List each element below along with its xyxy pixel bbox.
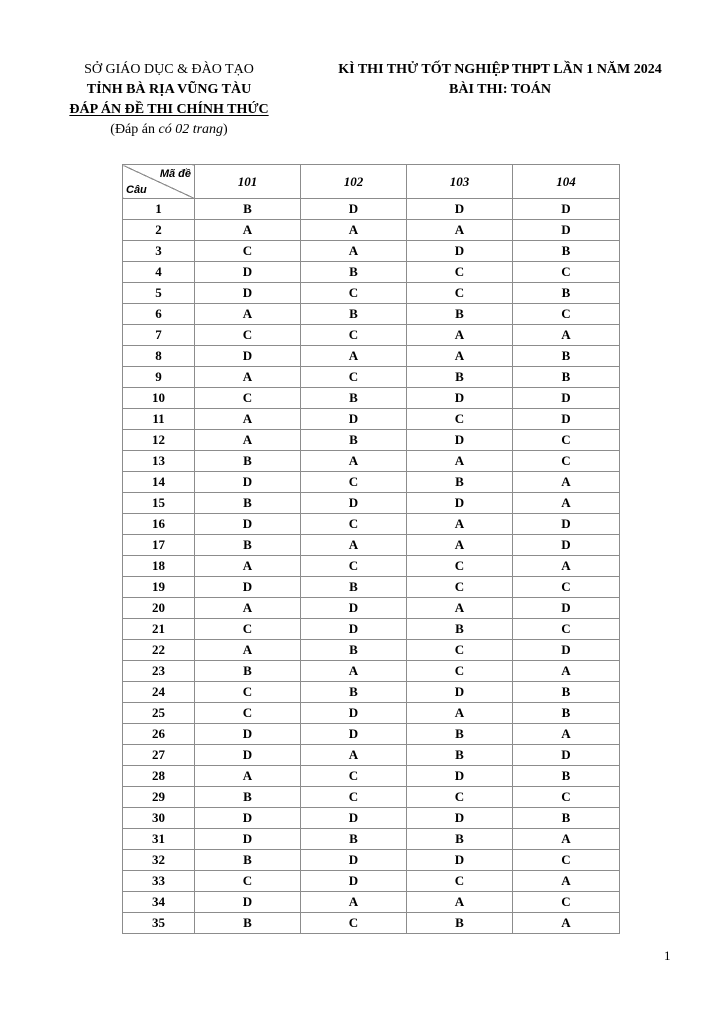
answer-cell: A	[301, 451, 407, 472]
answer-cell: D	[195, 346, 301, 367]
question-number-cell: 7	[123, 325, 195, 346]
answer-cell: D	[195, 829, 301, 850]
exam-code-header: 102	[301, 165, 407, 199]
question-number-cell: 30	[123, 808, 195, 829]
question-number-cell: 21	[123, 619, 195, 640]
answer-cell: D	[301, 598, 407, 619]
answer-cell: C	[407, 556, 513, 577]
answer-cell: D	[195, 514, 301, 535]
answer-cell: C	[301, 556, 407, 577]
note-close: )	[223, 122, 228, 137]
answer-cell: D	[195, 262, 301, 283]
answer-cell: C	[407, 640, 513, 661]
answer-cell: A	[301, 346, 407, 367]
answer-key-table	[122, 164, 620, 934]
answer-cell: A	[513, 913, 620, 934]
exam-code-label: Mã đề	[159, 168, 191, 180]
answer-cell: A	[407, 535, 513, 556]
answer-cell: B	[513, 808, 620, 829]
question-number-cell: 14	[123, 472, 195, 493]
answer-cell: B	[513, 283, 620, 304]
answer-cell: C	[513, 787, 620, 808]
answer-cell: C	[301, 787, 407, 808]
answer-cell: A	[407, 892, 513, 913]
answer-cell: B	[301, 262, 407, 283]
answer-cell: B	[301, 577, 407, 598]
answer-cell: D	[513, 535, 620, 556]
answer-cell: B	[407, 829, 513, 850]
table-row	[123, 913, 620, 934]
question-number-cell: 10	[123, 388, 195, 409]
answer-cell: C	[195, 703, 301, 724]
answer-cell: A	[195, 430, 301, 451]
header-right	[300, 60, 700, 100]
table-row	[123, 724, 620, 745]
question-number-cell: 29	[123, 787, 195, 808]
answer-cell: D	[513, 220, 620, 241]
answer-cell: A	[407, 220, 513, 241]
answer-cell: D	[513, 640, 620, 661]
question-number-cell: 13	[123, 451, 195, 472]
answer-cell: A	[407, 598, 513, 619]
answer-cell: A	[407, 346, 513, 367]
note-open: (Đáp án	[110, 122, 159, 137]
question-number-cell: 26	[123, 724, 195, 745]
answer-cell: D	[301, 850, 407, 871]
answer-cell: A	[195, 598, 301, 619]
answer-cell: D	[195, 283, 301, 304]
answer-cell: A	[407, 703, 513, 724]
answer-cell: C	[513, 892, 620, 913]
official-answer-text: ĐÁP ÁN ĐỀ THI CHÍNH THỨC	[69, 102, 269, 117]
answer-cell: B	[513, 703, 620, 724]
answer-cell: D	[301, 703, 407, 724]
answer-cell: D	[407, 430, 513, 451]
answer-cell: D	[301, 409, 407, 430]
table-row	[123, 241, 620, 262]
answer-cell: D	[301, 808, 407, 829]
answer-cell: D	[301, 724, 407, 745]
answer-cell: C	[407, 409, 513, 430]
answer-cell: A	[513, 493, 620, 514]
table-row	[123, 703, 620, 724]
answer-cell: D	[513, 388, 620, 409]
table-row	[123, 745, 620, 766]
answer-cell: C	[301, 283, 407, 304]
question-number-cell: 33	[123, 871, 195, 892]
answer-cell: C	[195, 619, 301, 640]
table-row	[123, 787, 620, 808]
exam-title: KÌ THI THỬ TỐT NGHIỆP THPT LẦN 1 NĂM 2024	[338, 62, 662, 77]
answer-cell: C	[301, 766, 407, 787]
answer-cell: D	[195, 724, 301, 745]
answer-cell: B	[301, 388, 407, 409]
answer-cell: C	[195, 871, 301, 892]
answer-cell: C	[407, 787, 513, 808]
answer-cell: A	[407, 325, 513, 346]
answer-cell: C	[407, 661, 513, 682]
question-number-cell: 35	[123, 913, 195, 934]
table-row	[123, 472, 620, 493]
department-name: SỞ GIÁO DỤC & ĐÀO TẠO	[84, 62, 254, 77]
table-row	[123, 367, 620, 388]
answer-cell: A	[301, 892, 407, 913]
question-number-cell: 27	[123, 745, 195, 766]
answer-cell: C	[513, 451, 620, 472]
answer-cell: A	[195, 640, 301, 661]
question-number-cell: 3	[123, 241, 195, 262]
answer-cell: A	[195, 766, 301, 787]
answer-cell: D	[513, 199, 620, 220]
answer-cell: D	[301, 871, 407, 892]
answer-cell: C	[195, 682, 301, 703]
answer-cell: B	[301, 430, 407, 451]
answer-cell: A	[195, 556, 301, 577]
answer-cell: D	[195, 472, 301, 493]
answer-cell: D	[301, 493, 407, 514]
question-number-cell: 34	[123, 892, 195, 913]
answer-cell: C	[513, 619, 620, 640]
answer-cell: A	[513, 724, 620, 745]
answer-cell: B	[195, 850, 301, 871]
question-number-cell: 8	[123, 346, 195, 367]
answer-cell: B	[301, 829, 407, 850]
table-row	[123, 199, 620, 220]
answer-cell: A	[195, 367, 301, 388]
answer-cell: A	[301, 745, 407, 766]
table-row	[123, 346, 620, 367]
table-row	[123, 451, 620, 472]
question-number-cell: 22	[123, 640, 195, 661]
subject-title: BÀI THI: TOÁN	[449, 82, 551, 97]
answer-cell: B	[513, 367, 620, 388]
answer-cell: D	[513, 598, 620, 619]
answer-cell: A	[513, 829, 620, 850]
answer-cell: B	[195, 661, 301, 682]
answer-cell: B	[195, 493, 301, 514]
answer-cell: B	[513, 766, 620, 787]
answer-cell: B	[195, 913, 301, 934]
question-number-cell: 2	[123, 220, 195, 241]
answer-cell: C	[301, 514, 407, 535]
table-row	[123, 619, 620, 640]
question-number-cell: 12	[123, 430, 195, 451]
answer-cell: A	[195, 304, 301, 325]
answer-cell: B	[407, 367, 513, 388]
answer-cell: A	[301, 241, 407, 262]
answer-cell: D	[301, 619, 407, 640]
question-number-cell: 16	[123, 514, 195, 535]
answer-cell: D	[513, 745, 620, 766]
answer-cell: A	[195, 220, 301, 241]
answer-cell: C	[407, 262, 513, 283]
exam-code-header: 104	[513, 165, 620, 199]
answer-cell: D	[195, 808, 301, 829]
question-number-cell: 4	[123, 262, 195, 283]
answer-cell: B	[195, 199, 301, 220]
question-number-cell: 28	[123, 766, 195, 787]
table-row	[123, 304, 620, 325]
table-row	[123, 682, 620, 703]
answer-cell: B	[513, 346, 620, 367]
table-row	[123, 514, 620, 535]
answer-cell: D	[195, 577, 301, 598]
question-number-cell: 9	[123, 367, 195, 388]
answer-cell: A	[407, 514, 513, 535]
question-number-cell: 19	[123, 577, 195, 598]
answer-table-body	[123, 199, 620, 934]
answer-cell: D	[407, 199, 513, 220]
answer-cell: D	[407, 850, 513, 871]
answer-cell: D	[407, 388, 513, 409]
answer-cell: A	[407, 451, 513, 472]
table-row	[123, 598, 620, 619]
answer-cell: A	[195, 409, 301, 430]
answer-cell: B	[407, 304, 513, 325]
question-label: Câu	[126, 184, 147, 196]
answer-cell: B	[195, 535, 301, 556]
table-row	[123, 388, 620, 409]
question-number-cell: 6	[123, 304, 195, 325]
table-row	[123, 892, 620, 913]
answer-cell: C	[513, 430, 620, 451]
table-row	[123, 829, 620, 850]
table-header-row	[123, 165, 620, 199]
answer-cell: B	[301, 304, 407, 325]
answer-cell: A	[301, 535, 407, 556]
question-number-cell: 23	[123, 661, 195, 682]
answer-cell: C	[301, 472, 407, 493]
page-count-note	[40, 120, 298, 140]
table-row	[123, 808, 620, 829]
table-row	[123, 430, 620, 451]
table-row	[123, 766, 620, 787]
answer-cell: C	[195, 241, 301, 262]
question-number-cell: 31	[123, 829, 195, 850]
corner-header-cell	[123, 165, 195, 199]
question-number-cell: 15	[123, 493, 195, 514]
answer-cell: B	[407, 745, 513, 766]
answer-cell: C	[407, 283, 513, 304]
question-number-cell: 24	[123, 682, 195, 703]
official-answer-title	[40, 100, 298, 120]
question-number-cell: 20	[123, 598, 195, 619]
question-number-cell: 17	[123, 535, 195, 556]
answer-cell: C	[195, 388, 301, 409]
answer-cell: A	[301, 220, 407, 241]
answer-cell: B	[407, 619, 513, 640]
answer-cell: B	[513, 241, 620, 262]
answer-cell: D	[195, 892, 301, 913]
note-italic: có 02 trang	[158, 122, 224, 137]
answer-cell: C	[301, 367, 407, 388]
table-row	[123, 850, 620, 871]
answer-cell: A	[513, 325, 620, 346]
answer-cell: B	[195, 787, 301, 808]
question-number-cell: 11	[123, 409, 195, 430]
answer-cell: A	[513, 472, 620, 493]
answer-cell: D	[407, 766, 513, 787]
answer-cell: D	[195, 745, 301, 766]
answer-cell: D	[513, 514, 620, 535]
answer-cell: D	[407, 241, 513, 262]
answer-cell: D	[407, 493, 513, 514]
question-number-cell: 32	[123, 850, 195, 871]
question-number-cell: 1	[123, 199, 195, 220]
answer-cell: C	[407, 577, 513, 598]
table-row	[123, 871, 620, 892]
table-row	[123, 556, 620, 577]
header-left	[40, 60, 298, 140]
exam-code-header: 101	[195, 165, 301, 199]
table-row	[123, 640, 620, 661]
table-row	[123, 283, 620, 304]
answer-cell: C	[407, 871, 513, 892]
answer-cell: B	[407, 724, 513, 745]
table-row	[123, 661, 620, 682]
table-row	[123, 409, 620, 430]
answer-cell: D	[407, 808, 513, 829]
table-row	[123, 325, 620, 346]
answer-cell: B	[407, 913, 513, 934]
answer-cell: B	[513, 682, 620, 703]
answer-cell: D	[301, 199, 407, 220]
question-number-cell: 18	[123, 556, 195, 577]
answer-cell: C	[513, 577, 620, 598]
answer-cell: D	[513, 409, 620, 430]
answer-cell: A	[301, 661, 407, 682]
question-number-cell: 25	[123, 703, 195, 724]
answer-cell: C	[195, 325, 301, 346]
answer-cell: A	[513, 661, 620, 682]
answer-cell: C	[513, 262, 620, 283]
answer-cell: C	[513, 850, 620, 871]
question-number-cell: 5	[123, 283, 195, 304]
answer-cell: B	[301, 640, 407, 661]
exam-code-header: 103	[407, 165, 513, 199]
answer-cell: B	[301, 682, 407, 703]
answer-cell: C	[301, 913, 407, 934]
answer-cell: C	[513, 304, 620, 325]
table-row	[123, 493, 620, 514]
table-row	[123, 220, 620, 241]
answer-cell: A	[513, 556, 620, 577]
table-row	[123, 262, 620, 283]
answer-cell: B	[407, 472, 513, 493]
answer-cell: A	[513, 871, 620, 892]
table-row	[123, 577, 620, 598]
answer-cell: B	[195, 451, 301, 472]
answer-cell: C	[301, 325, 407, 346]
table-row	[123, 535, 620, 556]
province-name: TỈNH BÀ RỊA VŨNG TÀU	[86, 82, 252, 97]
answer-cell: D	[407, 682, 513, 703]
page-number: 1	[664, 948, 671, 963]
